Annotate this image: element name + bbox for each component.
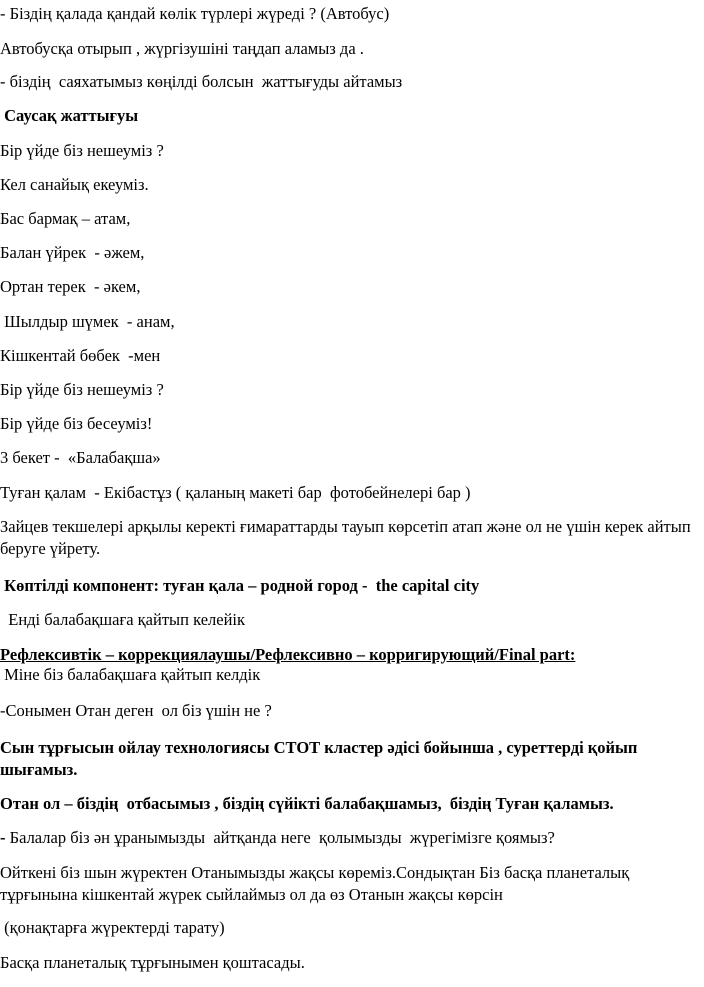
- heart-gift-paragraph: Ойткені біз шын жүректен Отанымызды жақсы көреміз.Сондықтан Біз басқа планеталық тұрғынына кішкентай жүрек сыйлаймыз ол да өз Отанын жақсы көрсін: [0, 863, 630, 904]
- multilingual-component: Көптілді компонент: туған қала – родной город - the capital city: [0, 576, 480, 595]
- poem-line-9: Бір үйде біз бесеуміз!: [0, 414, 153, 433]
- poem-line-4: Балан үйрек - әжем,: [0, 243, 145, 262]
- exercise-intro: - біздің саяхатымыз көңілді болсын жаттығуды айтамыз: [0, 72, 403, 91]
- hometown-line: Туған қалам - Екібастұз ( қаланың макеті бар фотобейнелері бар ): [0, 483, 471, 502]
- homeland-definition: Отан ол – біздің отбасымыз , біздің сүйікті балабақшамыз, біздің Туған қаламыз.: [0, 794, 614, 813]
- poem-line-7: Кішкентай бөбек -мен: [0, 346, 161, 365]
- poem-line-6: Шылдыр шүмек - анам,: [0, 312, 175, 331]
- anthem-question: [0, 827, 555, 849]
- station-3: 3 бекет - «Балабақша»: [0, 448, 161, 467]
- return-to-kindergarten: Енді балабақшаға қайтып келейік: [0, 610, 246, 629]
- poem-line-8: Бір үйде біз нешеуміз ?: [0, 380, 164, 399]
- reflexive-final-heading: Рефлексивтік – коррекциялаушы/Рефлексивно – корригирующий/Final part:: [0, 645, 576, 664]
- farewell-line: Басқа планеталық тұрғынымен қоштасады.: [0, 953, 305, 972]
- anthem-question-text: Балалар біз ән ұранымызды айтқанда неге қолымызды жүрегімізге қоямыз?: [9, 828, 555, 847]
- poem-line-2: Кел санайық екеуміз.: [0, 175, 149, 194]
- bus-boarding: Автобусқа отырып , жүргізушіні таңдап аламыз да .: [0, 39, 364, 58]
- dash-marker: -: [0, 828, 10, 847]
- returned-line: Міне біз балабақшаға қайтып келдік: [0, 665, 261, 684]
- question-transport: - Біздің қалада қандай көлік түрлері жүреді ? (Автобус): [0, 4, 390, 23]
- poem-line-3: Бас бармақ – атам,: [0, 209, 131, 228]
- critical-thinking-paragraph: Сын тұрғысын ойлау технологиясы СТОТ кластер әдісі бойынша , суреттерді қойып шығамыз.: [0, 738, 638, 779]
- poem-line-1: Бір үйде біз нешеуміз ?: [0, 141, 164, 160]
- distribute-hearts: (қонақтарға жүректерді тарату): [0, 918, 225, 937]
- finger-exercise-heading: Саусақ жаттығуы: [0, 106, 139, 125]
- poem-line-5: Ортан терек - әкем,: [0, 277, 141, 296]
- homeland-question: -Сонымен Отан деген ол біз үшін не ?: [0, 701, 272, 720]
- zaitsev-cubes-paragraph: Зайцев текшелері арқылы керекті ғимараттарды тауып көрсетіп атап және ол не үшін керек айтып беруге үйрету.: [0, 517, 691, 558]
